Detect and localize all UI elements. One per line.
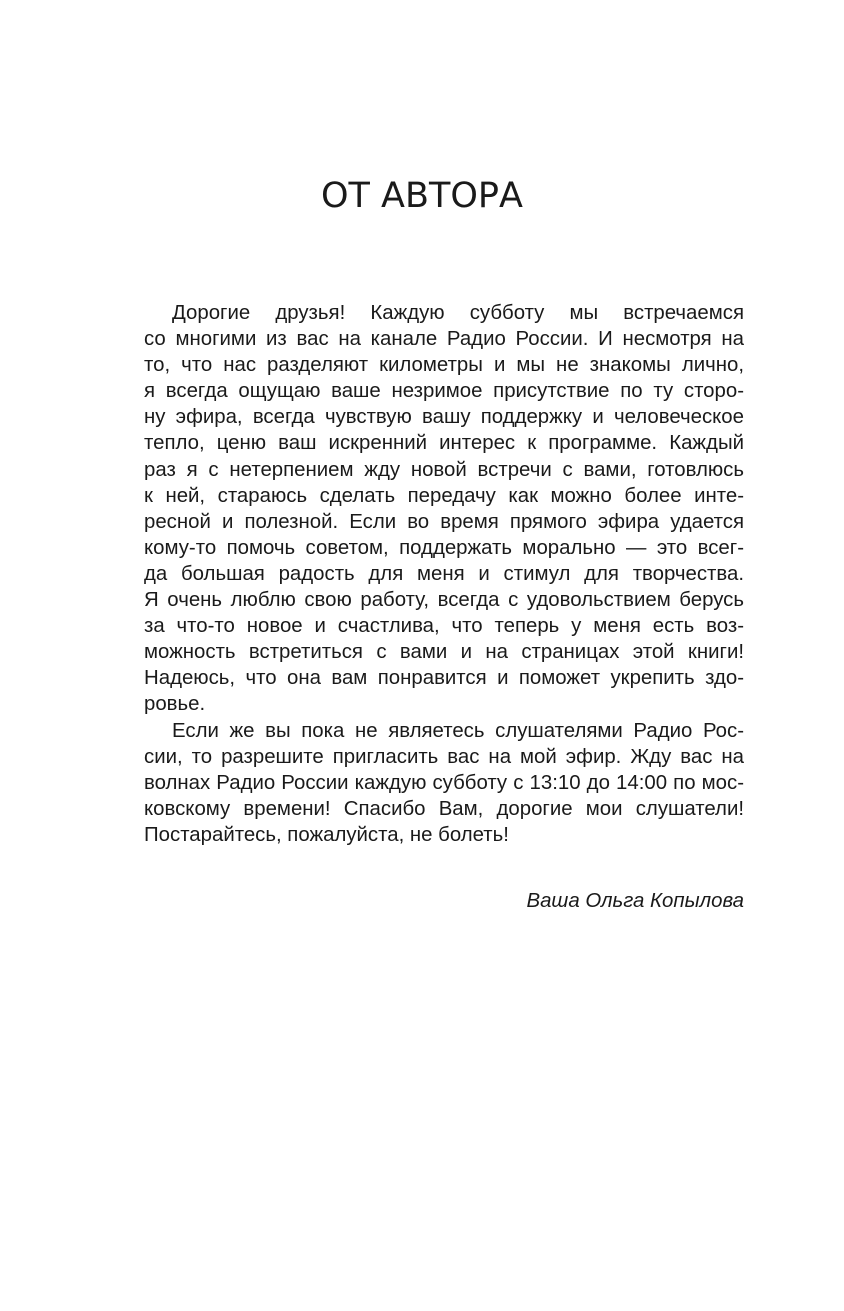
text-line: Я очень люблю свою работу, всегда с удовольствием берусь <box>144 589 744 612</box>
text-line: за что-то новое и счастлива, что теперь у меня есть воз- <box>144 615 744 638</box>
text-line: к ней, стараюсь сделать передачу как можно более инте- <box>144 484 744 507</box>
text-line: волнах Радио России каждую субботу с 13:10 до 14:00 по мос- <box>144 771 744 794</box>
text-line: Если же вы пока не являетесь слушателями Радио Рос- <box>172 719 744 742</box>
text-line: Постарайтесь, пожалуйста, не болеть! <box>144 823 509 846</box>
text-line: да большая радость для меня и стимул для творчества. <box>144 562 744 585</box>
text-line: раз я с нетерпением жду новой встречи с вами, готовлюсь <box>144 458 744 481</box>
text-line: Надеюсь, что она вам понравится и поможет укрепить здо- <box>144 667 744 690</box>
text-line: Дорогие друзья! Каждую субботу мы встречаемся <box>172 302 744 324</box>
author-signature: Ваша Ольга Копылова <box>526 890 744 912</box>
text-line: ровье. <box>144 693 206 716</box>
text-line: ресной и полезной. Если во время прямого эфира удается <box>144 510 744 533</box>
text-line: ковскому времени! Спасибо Вам, дорогие мои слушатели! <box>144 797 744 820</box>
chapter-title: ОТ АВТОРА <box>321 176 523 216</box>
text-line: я всегда ощущаю ваше незримое присутствие по ту сторо- <box>144 380 744 403</box>
text-line: то, что нас разделяют километры и мы не знакомы лично, <box>144 354 744 377</box>
text-line: можность встретиться с вами и на страницах этой книги! <box>144 641 744 664</box>
text-line: сии, то разрешите пригласить вас на мой эфир. Жду вас на <box>144 745 744 768</box>
text-line: тепло, ценю ваш искренний интерес к программе. Каждый <box>144 432 744 455</box>
text-line: ну эфира, всегда чувствую вашу поддержку и человеческое <box>144 406 744 429</box>
text-line: кому-то помочь советом, поддержать морально — это всег- <box>144 536 744 559</box>
text-line: со многими из вас на канале Радио России. И несмотря на <box>144 328 744 351</box>
body-text <box>144 300 744 848</box>
